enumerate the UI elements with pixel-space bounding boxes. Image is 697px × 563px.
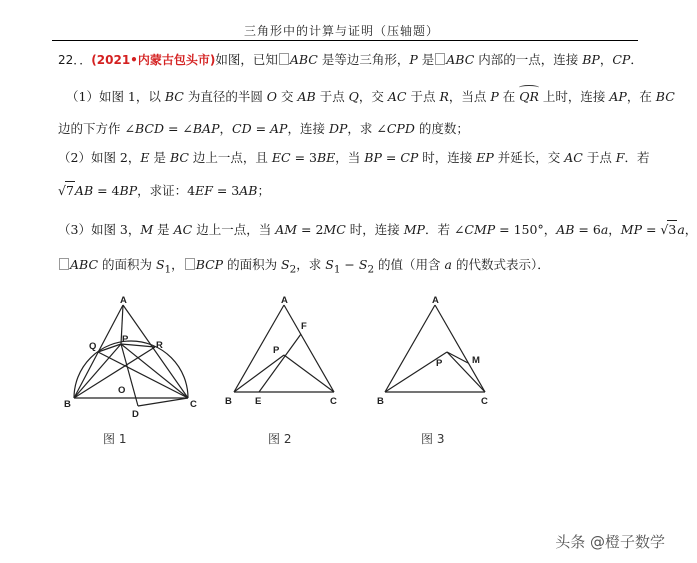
label-a: A — [281, 295, 288, 306]
part3-text: MP — [403, 222, 425, 237]
part3-text: a — [677, 222, 685, 237]
figure-3-diagram — [375, 295, 505, 415]
part2-text: BP — [364, 150, 382, 165]
part3-text: AM — [275, 222, 298, 237]
segment-br — [74, 347, 155, 398]
label-b: B — [225, 396, 232, 407]
part2-text: BC — [169, 150, 189, 165]
part2-text: 7 — [65, 183, 74, 198]
triangle-symbol-icon — [435, 53, 445, 65]
part2-text: BE — [316, 150, 336, 165]
part3-text: AB — [556, 222, 575, 237]
part1-text: ，当点 — [448, 89, 491, 104]
part1-text: AC — [387, 89, 407, 104]
part3-line1 — [58, 220, 697, 239]
part2-line1 — [58, 149, 650, 167]
segment-pd — [121, 344, 138, 406]
part3-text: BCP — [195, 257, 224, 272]
part1-text: 于点 — [315, 89, 349, 104]
watermark: 头条 @橙子数学 — [555, 533, 665, 551]
stem-text: 是等边三角形， — [317, 52, 410, 67]
part3-text: 2 — [367, 263, 375, 276]
part1-text: ，求 — [347, 121, 377, 136]
part3-line2 — [58, 256, 550, 279]
part2-text: CP — [400, 150, 419, 165]
part3-text: AC — [173, 222, 193, 237]
label-p: P — [273, 345, 280, 356]
part3-text: S — [358, 257, 368, 272]
label-o: O — [118, 385, 126, 396]
part2-text: AC — [564, 150, 583, 165]
label-c: C — [481, 396, 488, 407]
part1-text: AP — [609, 89, 627, 104]
label-p: P — [436, 358, 443, 369]
part1-text: 为直径的半圆 — [183, 89, 267, 104]
part1-line2 — [58, 120, 469, 138]
arc-qr: QR — [519, 89, 539, 104]
part1-text: （1）如图 1，以 — [66, 89, 165, 104]
part2-text: = 3 — [290, 150, 317, 165]
part1-text: 边的下方作 — [58, 121, 125, 136]
label-q: Q — [89, 341, 97, 352]
part2-text: EP — [476, 150, 494, 165]
part1-text: 在 — [498, 89, 520, 104]
problem-number: 22．． — [58, 53, 92, 67]
part2-text: E — [140, 150, 150, 165]
part1-text: O — [266, 89, 278, 104]
part3-text: 时，连接 — [345, 222, 404, 237]
figure-1 — [60, 295, 200, 429]
part3-text: ABC — [70, 257, 99, 272]
part1-text: ，在 — [626, 89, 656, 104]
segment-bp — [234, 355, 284, 392]
triangle-symbol-icon — [279, 53, 289, 65]
label-b: B — [377, 396, 384, 407]
part3-text: 是 — [153, 222, 174, 237]
part2-text: ．若 — [624, 150, 650, 165]
figure-1-caption: 图 1 — [103, 432, 127, 446]
part3-text: 的面积为 — [223, 257, 282, 272]
label-c: C — [330, 396, 337, 407]
part2-text: （2）如图 2， — [58, 150, 141, 165]
figure-2-diagram — [222, 295, 352, 415]
part2-text: ； — [257, 183, 270, 198]
part1-text: R — [439, 89, 449, 104]
label-b: B — [64, 399, 71, 410]
part3-text: S — [325, 257, 334, 272]
part2-text: 时，连接 — [418, 150, 477, 165]
part3-text: = — [642, 222, 661, 237]
stem-text: BP — [582, 52, 600, 67]
part2-text: = 3 — [212, 183, 240, 198]
label-p: P — [122, 334, 129, 345]
sqrt-sign: √ — [660, 222, 669, 237]
part1-text: ∠BAP — [182, 121, 220, 136]
part2-text: 于点 — [582, 150, 616, 165]
label-e: E — [255, 396, 262, 407]
part2-text: = 4 — [93, 183, 120, 198]
part2-text: ，求证：4 — [137, 183, 196, 198]
part3-text: MC — [323, 222, 346, 237]
figure-3-caption: 图 3 — [421, 432, 445, 446]
part3-text: 3 — [668, 222, 677, 237]
part3-text: 2 — [289, 263, 297, 276]
part1-text: BC — [655, 89, 675, 104]
part3-text: = 6 — [574, 222, 601, 237]
part1-text: P — [490, 89, 499, 104]
part3-text: ．若 — [424, 222, 454, 237]
figure-1-diagram — [60, 295, 200, 425]
part3-text: = 150°， — [495, 222, 557, 237]
label-c: C — [190, 399, 197, 410]
part3-text: 边上一点，当 — [192, 222, 276, 237]
part3-text: a — [600, 222, 609, 237]
part1-text: ，交 — [358, 89, 388, 104]
part3-text: ∠CMP — [453, 222, 496, 237]
segment-ab — [385, 305, 435, 392]
label-a: A — [120, 295, 127, 306]
segment-cp — [284, 355, 334, 392]
figure-2-caption: 图 2 — [268, 432, 292, 446]
part1-text: DP — [328, 121, 348, 136]
label-m: M — [472, 355, 480, 366]
part3-text: 1 — [164, 263, 172, 276]
part1-text: ∠BCD — [124, 121, 164, 136]
part2-line2 — [58, 181, 270, 200]
triangle-symbol-icon — [59, 258, 69, 270]
segment-ac — [435, 305, 485, 392]
label-f: F — [301, 321, 307, 332]
part3-text: S — [155, 257, 165, 272]
part2-text: F — [615, 150, 625, 165]
part3-text: ， — [684, 222, 697, 237]
part2-text: BP — [119, 183, 138, 198]
part1-text: Q — [348, 89, 359, 104]
part2-text: EC — [271, 150, 291, 165]
segment-ac — [284, 305, 334, 392]
part3-text: − — [340, 257, 359, 272]
part1-text: 的度数； — [414, 121, 469, 136]
stem-text: P — [409, 52, 418, 67]
part3-text: S — [281, 257, 290, 272]
part1-text: = — [163, 121, 183, 136]
stem-text: ABC — [289, 52, 318, 67]
part2-text: ，当 — [335, 150, 365, 165]
part3-text: ， — [171, 257, 184, 272]
part1-text: 上时，连接 — [538, 89, 610, 104]
part2-text: AB — [74, 183, 94, 198]
part3-text: 的代数式表示）． — [451, 257, 550, 272]
part3-text: M — [140, 222, 154, 237]
part3-text: 的面积为 — [98, 257, 156, 272]
part1-text: ，连接 — [287, 121, 329, 136]
part2-text: 并延长，交 — [493, 150, 565, 165]
stem-text: 内部的一点，连接 — [474, 52, 583, 67]
part3-text: = 2 — [297, 222, 324, 237]
figure-3 — [375, 295, 505, 419]
segment-cd — [138, 398, 188, 406]
part2-text: AB — [239, 183, 258, 198]
triangle-symbol-icon — [185, 258, 195, 270]
part3-text: 的值（用含 — [374, 257, 445, 272]
stem-text: CP — [612, 52, 631, 67]
part3-text: 1 — [333, 263, 341, 276]
stem-text: 是 — [417, 52, 435, 67]
part1-text: = — [251, 121, 271, 136]
part3-text: ，求 — [296, 257, 326, 272]
problem-source: (2021•内蒙古包头市) — [91, 53, 216, 67]
part1-text: BC — [164, 89, 184, 104]
part1-text: AB — [297, 89, 316, 104]
page-title: 三角形中的计算与证明（压轴题） — [243, 24, 439, 38]
part3-text: MP — [620, 222, 642, 237]
label-r: R — [156, 340, 163, 351]
part2-text: 是 — [149, 150, 170, 165]
label-d: D — [132, 409, 139, 420]
stem-text: 如图，已知 — [215, 52, 278, 67]
segment-cp — [121, 344, 188, 398]
part1-line1 — [66, 88, 675, 106]
problem-stem — [58, 51, 643, 69]
stem-text: ABC — [446, 52, 475, 67]
part2-text: 边上一点，且 — [188, 150, 272, 165]
stem-text: ． — [630, 52, 643, 67]
part1-text: 于点 — [406, 89, 440, 104]
label-a: A — [432, 295, 439, 306]
part1-text: ∠CPD — [376, 121, 415, 136]
figure-2 — [222, 295, 352, 419]
part1-text: AP — [270, 121, 288, 136]
part2-text: EF — [195, 183, 213, 198]
part1-text: ， — [219, 121, 233, 136]
header-divider — [52, 40, 638, 41]
segment-ac — [123, 305, 188, 398]
part3-text: （3）如图 3， — [58, 222, 141, 237]
stem-text: ， — [599, 52, 613, 67]
part1-text: CD — [232, 121, 252, 136]
part2-text: = — [381, 150, 401, 165]
sqrt-sign: √ — [58, 183, 66, 198]
part3-text: ， — [608, 222, 621, 237]
part1-text: 交 — [277, 89, 298, 104]
part3-text: a — [444, 257, 452, 272]
